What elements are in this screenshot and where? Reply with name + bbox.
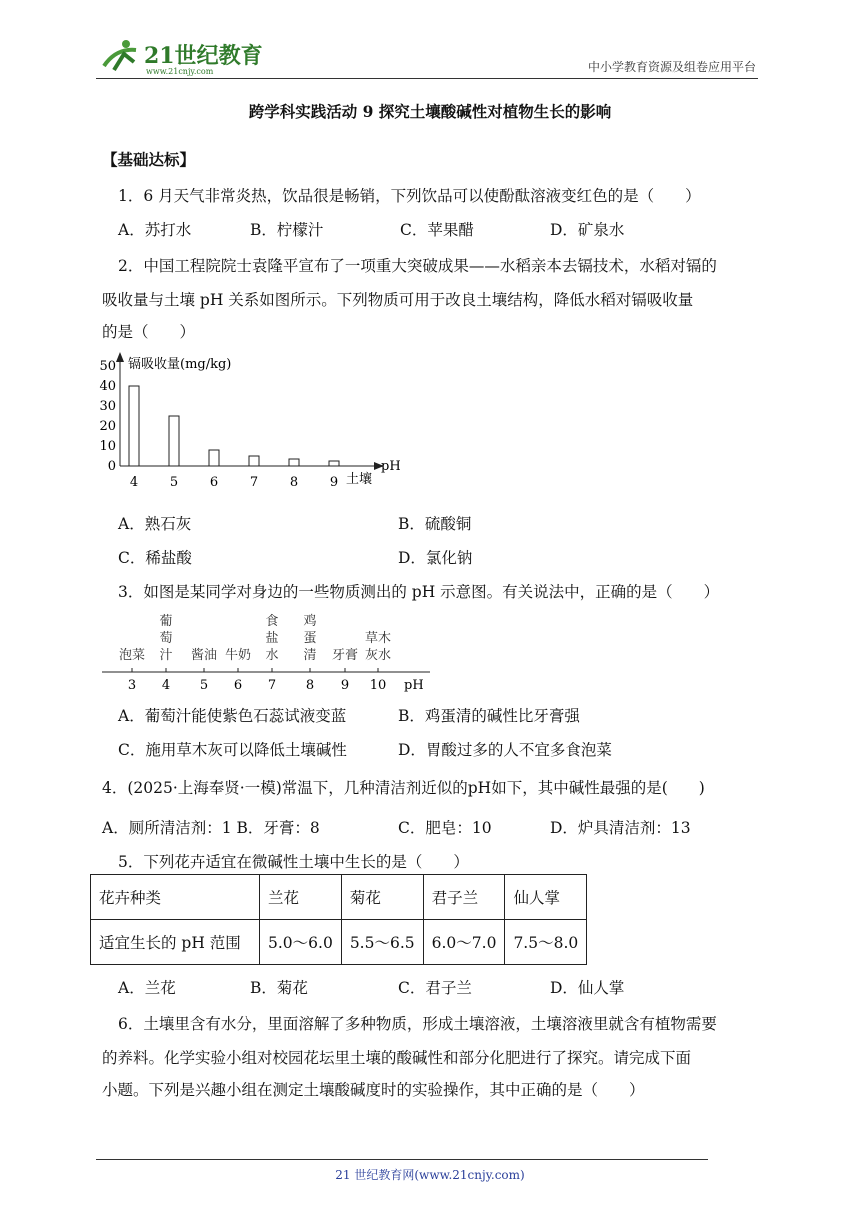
bar (329, 461, 339, 466)
ph-substance-label (365, 630, 391, 663)
chart-xlabel: pH (381, 459, 401, 474)
ph-value-label: 4 (161, 678, 171, 693)
ph-substance-text: 蛋 (303, 631, 317, 646)
q5-option-b[interactable]: B．菊花 (250, 979, 308, 997)
x-tick-label: 8 (289, 475, 299, 490)
section-heading: 【基础达标】 (102, 150, 196, 169)
ph-substance-label (303, 614, 316, 663)
bar (249, 456, 259, 466)
q4-option-d[interactable]: D．炉具清洁剂：13 (550, 819, 691, 837)
q5-option-a[interactable]: A．兰花 (118, 979, 176, 997)
q6-line2: 的养料。化学实验小组对校园花坛里土壤的酸碱性和部分化肥进行了探究。请完成下面 (102, 1049, 692, 1067)
q3-option-a[interactable]: A．葡萄汁能使紫色石蕊试液变蓝 (118, 707, 347, 725)
ph-substance-text: 灰水 (364, 648, 392, 663)
ph-substance-text: 萄 (159, 631, 173, 646)
platform-name: 中小学教育资源及组卷应用平台 (587, 60, 756, 74)
x-tick-label: 7 (249, 475, 259, 490)
q4-option-ab[interactable]: A．厕所清洁剂：1 B．牙膏：8 (102, 819, 320, 837)
table-cell: 6.0～7.0 (423, 920, 505, 965)
q2-option-a[interactable]: A．熟石灰 (118, 515, 192, 533)
logo-text: 21世纪教育 (144, 43, 263, 69)
y-tick-label: 30 (99, 399, 116, 414)
ph-substance-text: 清 (303, 648, 317, 663)
page-title: 跨学科实践活动 9 探究土壤酸碱性对植物生长的影响 (248, 102, 612, 121)
y-tick-label: 10 (99, 439, 116, 454)
table-cell: 仙人掌 (505, 875, 587, 920)
ph-substance-text: 汁 (159, 648, 173, 663)
q3-option-c[interactable]: C．施用草木灰可以降低土壤碱性 (118, 741, 347, 759)
table-cell: 菊花 (341, 875, 423, 920)
q5-option-c[interactable]: C．君子兰 (398, 979, 472, 997)
x-tick-label: 4 (129, 475, 139, 490)
ph-substance-text: 水 (265, 648, 279, 663)
table-cell: 7.5～8.0 (505, 920, 587, 965)
table-row (91, 875, 587, 920)
q2-option-c[interactable]: C．稀盐酸 (118, 549, 192, 567)
ph-substance-label (332, 648, 358, 663)
ph-value-label: 3 (127, 678, 137, 693)
ph-axis-label: pH (404, 678, 424, 693)
ph-value-label: 8 (305, 678, 315, 693)
bar (169, 416, 179, 466)
ph-substance-text: 鸡 (303, 614, 317, 629)
q5-stem: 5．下列花卉适宜在微碱性土壤中生长的是（ ） (118, 853, 469, 871)
bar (209, 450, 219, 466)
ph-substance-label (119, 647, 145, 663)
table-cell: 适宜生长的 pH 范围 (91, 920, 260, 965)
x-tick-label: 6 (209, 475, 219, 490)
q5-option-d[interactable]: D．仙人掌 (550, 979, 625, 997)
q4-stem: 4．(2025·上海奉贤·一模)常温下，几种清洁剂近似的pH如下，其中碱性最强的是( ) (102, 779, 705, 797)
y-tick-label: 50 (99, 359, 116, 374)
ph-substance-text: 牙膏 (331, 648, 359, 663)
ph-substance-text: 牛奶 (224, 648, 252, 663)
ph-substance-text: 泡菜 (118, 648, 146, 663)
header-logo (96, 36, 266, 76)
chart-ylabel: 镉吸收量(mg/kg) (128, 357, 232, 372)
ph-value-label: 10 (369, 678, 387, 693)
cadmium-ph-chart (96, 348, 401, 494)
table-cell: 花卉种类 (91, 875, 260, 920)
ph-substance-text: 葡 (159, 614, 173, 629)
bar (289, 459, 299, 466)
q1-option-a[interactable]: A．苏打水 (118, 221, 192, 239)
table-cell: 兰花 (260, 875, 342, 920)
logo-url: www.21cnjy.com (146, 67, 214, 76)
ph-substance-label (225, 647, 251, 663)
x-tick-label: 5 (169, 475, 179, 490)
ph-value-label: 9 (340, 678, 350, 693)
q3-option-b[interactable]: B．鸡蛋清的碱性比牙膏强 (398, 707, 580, 725)
ph-substance-label (265, 614, 278, 663)
ph-substance-text: 盐 (265, 631, 279, 646)
ph-substance-label (159, 614, 172, 663)
footer-divider (96, 1159, 708, 1160)
q1-option-c[interactable]: C．苹果醋 (400, 221, 474, 239)
flower-ph-table (90, 874, 587, 965)
ph-substance-text: 酱油 (190, 648, 218, 663)
table-cell: 君子兰 (423, 875, 505, 920)
q4-option-c[interactable]: C．肥皂：10 (398, 819, 492, 837)
ph-scale-diagram (100, 604, 440, 694)
x-tick-label: 9 (329, 475, 339, 490)
table-cell: 5.5～6.5 (341, 920, 423, 965)
q2-line3: 的是（ ） (102, 323, 196, 341)
ph-substance-text: 草木 (364, 631, 392, 646)
ph-substance-label (191, 647, 217, 663)
footer-text: 21 世纪教育网(www.21cnjy.com) (335, 1168, 525, 1182)
q3-stem: 3．如图是某同学对身边的一些物质测出的 pH 示意图。有关说法中，正确的是（ ） (118, 583, 720, 601)
y-tick-label: 0 (107, 459, 116, 474)
q6-line3: 小题。下列是兴趣小组在测定土壤酸碱度时的实验操作，其中正确的是（ ） (102, 1081, 645, 1099)
q1-stem: 1．6 月天气非常炎热，饮品很是畅销，下列饮品可以使酚酞溶液变红色的是（ ） (118, 187, 701, 205)
q3-option-d[interactable]: D．胃酸过多的人不宜多食泡菜 (398, 741, 612, 759)
q2-option-d[interactable]: D．氯化钠 (398, 549, 473, 567)
ph-value-label: 6 (233, 678, 243, 693)
ph-value-label: 5 (199, 678, 209, 693)
runner-logo-icon (96, 36, 266, 76)
table-row (91, 920, 587, 965)
q2-line1: 2．中国工程院院士袁隆平宣布了一项重大突破成果——水稻亲本去镉技术，水稻对镉的 (118, 257, 717, 275)
header-divider (96, 78, 758, 79)
y-tick-label: 40 (99, 379, 116, 394)
bar (129, 386, 139, 466)
q2-option-b[interactable]: B．硫酸铜 (398, 515, 472, 533)
table-cell: 5.0～6.0 (260, 920, 342, 965)
y-tick-label: 20 (99, 419, 116, 434)
q2-line2: 吸收量与土壤 pH 关系如图所示。下列物质可用于改良土壤结构，降低水稻对镉吸收量 (102, 291, 694, 309)
q1-option-d[interactable]: D．矿泉水 (550, 221, 625, 239)
chart-xlabel2: 土壤 (346, 472, 373, 487)
y-axis-arrow-icon (116, 352, 124, 362)
ph-substance-text: 食 (265, 614, 279, 629)
ph-value-label: 7 (267, 678, 277, 693)
q6-line1: 6．土壤里含有水分，里面溶解了多种物质，形成土壤溶液，土壤溶液里就含有植物需要 (118, 1015, 717, 1033)
q1-option-b[interactable]: B．柠檬汁 (250, 221, 324, 239)
